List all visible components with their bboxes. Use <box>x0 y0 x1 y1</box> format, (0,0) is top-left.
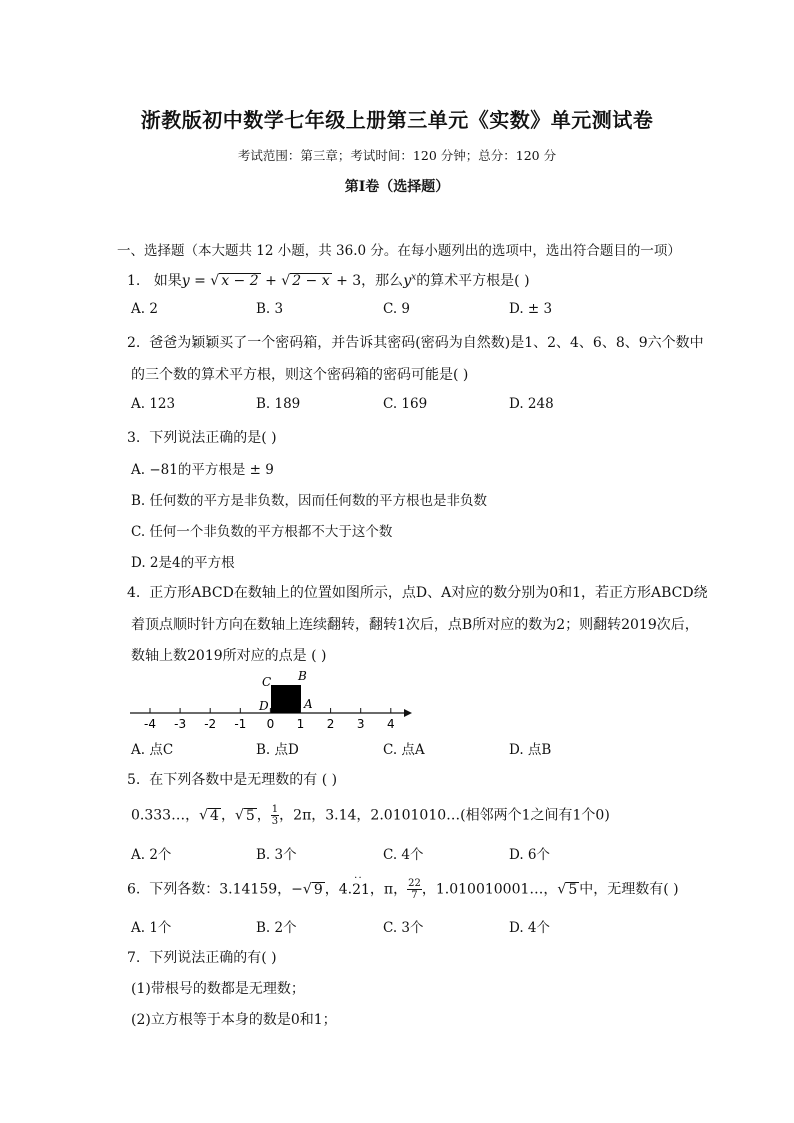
math-exponent: x <box>411 272 417 283</box>
option-d[interactable]: D. 2是4的平方根 <box>131 555 235 571</box>
question-2 <box>127 332 704 352</box>
question-4 <box>127 582 708 602</box>
option-d[interactable]: D. 点B <box>509 742 552 758</box>
option-a[interactable]: A. 2个 <box>131 847 172 863</box>
option-b[interactable]: B. 点D <box>256 742 299 758</box>
option-c[interactable]: C. 169 <box>383 396 428 412</box>
fraction-denominator: 7 <box>411 890 418 901</box>
label-a: A <box>304 697 313 711</box>
option-c[interactable]: C. 3个 <box>383 920 424 936</box>
math-op: + <box>260 273 282 289</box>
label-b: B <box>298 669 307 683</box>
page-title: 浙教版初中数学七年级上册第三单元《实数》单元测试卷 <box>140 108 654 132</box>
question-number: 6. <box>127 881 141 898</box>
option-a[interactable]: A. 2 <box>131 301 158 317</box>
option-c[interactable]: C. 4个 <box>383 847 424 863</box>
tick-label: 0 <box>266 717 275 731</box>
question-text: 下列说法正确的是( ) <box>149 430 277 446</box>
question-5 <box>127 769 337 789</box>
option-d[interactable]: D. ± 3 <box>509 301 553 317</box>
tick-label: -2 <box>204 717 217 731</box>
question-1 <box>127 270 530 290</box>
separator: ， <box>256 807 271 824</box>
option-c[interactable]: C. 点A <box>383 742 425 758</box>
option-b[interactable]: B. 3 <box>256 301 284 317</box>
number-line-figure <box>128 668 413 734</box>
fraction <box>407 878 422 901</box>
question-3 <box>127 427 277 447</box>
sqrt-icon: √ <box>557 881 567 898</box>
exam-info: 考试范围：第三章；考试时间：120 分钟；总分：120 分 <box>237 148 557 163</box>
option-d[interactable]: D. 248 <box>509 396 554 412</box>
question-number: 4. <box>127 585 141 601</box>
question-number: 7. <box>127 950 141 966</box>
sqrt-icon: √ <box>281 273 291 289</box>
question-text: 爸爸为颖颖买了一个密码箱，并告诉其密码(密码为自然数)是1、2、4、6、8、9六个数中 <box>149 335 704 351</box>
option-b[interactable]: B. 2个 <box>256 920 297 936</box>
option-a[interactable]: A. 点C <box>131 742 174 758</box>
tick-label: 1 <box>296 717 305 731</box>
question-text: 在下列各数中是无理数的有 ( ) <box>149 772 338 788</box>
question-text: 数轴上数2019所对应的点是 ( ) <box>131 648 327 664</box>
radicand: 4 <box>210 807 219 824</box>
question-6 <box>127 878 679 901</box>
question-text: ，1.010010001…， <box>421 881 558 898</box>
sqrt-icon: √ <box>199 807 209 824</box>
question-text: 中，无理数有( ) <box>579 881 679 898</box>
sqrt-icon: √ <box>302 881 312 898</box>
question-text: 下列说法正确的有( ) <box>149 950 277 966</box>
label-d: D <box>259 699 269 713</box>
fraction-numerator: 22 <box>408 878 421 889</box>
question-number: 2. <box>127 335 141 351</box>
option-d[interactable]: D. 4个 <box>509 920 551 936</box>
separator: ， <box>220 807 235 824</box>
option-a[interactable]: A. 1个 <box>131 920 172 936</box>
question-text: ，π， <box>369 881 408 898</box>
math-var: y <box>403 273 412 289</box>
option-b[interactable]: B. 189 <box>256 396 301 412</box>
question-number: 5. <box>127 772 141 788</box>
fraction <box>271 804 279 827</box>
question-number: 1. <box>127 273 141 289</box>
radicand: 5 <box>568 881 578 898</box>
math-op: + 3，那么 <box>331 273 404 289</box>
option-c[interactable]: C. 任何一个非负数的平方根都不大于这个数 <box>131 524 393 540</box>
sqrt-icon: √ <box>210 273 220 289</box>
question-text: 正方形ABCD在数轴上的位置如图所示，点D、A对应的数分别为0和1，若正方形ABCD绕 <box>149 585 708 601</box>
part-heading: 第Ⅰ卷（选择题） <box>344 179 450 195</box>
tick-label: -4 <box>144 717 156 731</box>
label-c: C <box>262 675 272 689</box>
axis-arrow-icon <box>404 709 412 717</box>
tick-label: 2 <box>326 717 335 731</box>
question-text: 如果 <box>153 273 182 289</box>
tick-label: -3 <box>174 717 187 731</box>
statement-item: (2)立方根等于本身的数是0和1； <box>131 1012 337 1028</box>
question-text: ，4. <box>324 881 353 898</box>
option-a[interactable]: A. −81的平方根是 ± 9 <box>131 462 274 478</box>
option-b[interactable]: B. 任何数的平方是非负数，因而任何数的平方根也是非负数 <box>131 493 488 509</box>
fraction-numerator: 1 <box>271 804 279 815</box>
question-5-list <box>131 804 610 827</box>
number-item: ，2π，3.14，2.0101010…(相邻两个1之间有1个0) <box>279 807 610 824</box>
tick-label: 4 <box>386 717 395 731</box>
radicand: 2 − x <box>292 273 330 289</box>
fraction-denominator: 3 <box>271 816 279 827</box>
tick-label: 3 <box>356 717 365 731</box>
question-text: 下列各数：3.14159，− <box>149 881 303 898</box>
option-d[interactable]: D. 6个 <box>509 847 551 863</box>
option-c[interactable]: C. 9 <box>383 301 411 317</box>
question-7 <box>127 947 277 967</box>
question-text: 的三个数的算术平方根，则这个密码箱的密码可能是( ) <box>131 367 469 383</box>
repeating-decimal: · · 21 <box>352 882 370 898</box>
question-text: 的算术平方根是( ) <box>416 273 530 289</box>
statement-item: (1)带根号的数都是无理数； <box>131 981 305 997</box>
question-number: 3. <box>127 430 141 446</box>
section-heading: 一、选择题（本大题共 12 小题，共 36.0 分。在每小题列出的选项中，选出符合题目的一项） <box>117 243 681 259</box>
square-abcd <box>271 685 301 713</box>
option-a[interactable]: A. 123 <box>131 396 176 412</box>
math-op: = <box>189 273 211 289</box>
number-item: 0.333…， <box>131 807 200 824</box>
radicand: 5 <box>245 807 255 824</box>
radicand: x − 2 <box>221 273 259 289</box>
tick-label: -1 <box>234 717 247 731</box>
option-b[interactable]: B. 3个 <box>256 847 297 863</box>
math-var: y <box>181 273 190 289</box>
radicand: 9 <box>313 881 323 898</box>
sqrt-icon: √ <box>234 807 244 824</box>
question-text: 着顶点顺时针方向在数轴上连续翻转，翻转1次后，点B所对应的数为2；则翻转2019次后， <box>131 617 699 633</box>
